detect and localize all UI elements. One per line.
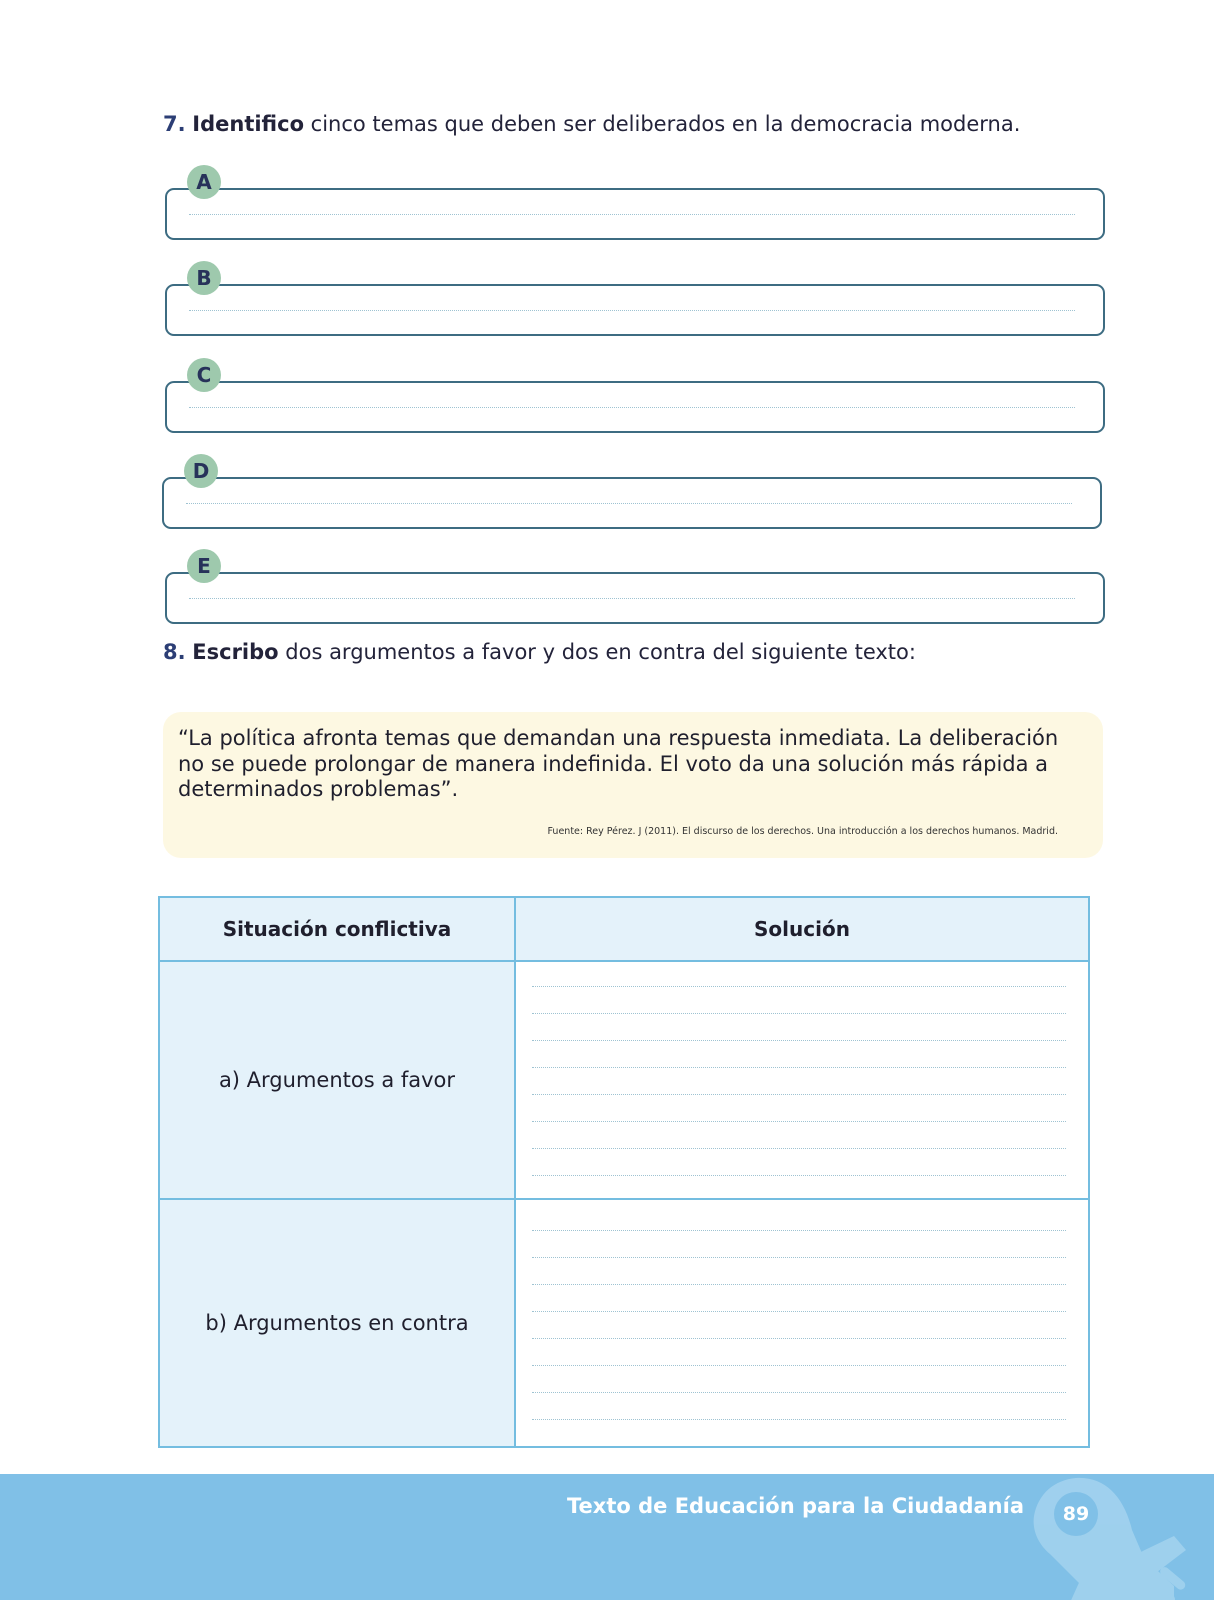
arguments-table (158, 896, 1090, 1448)
writing-line (532, 1392, 1066, 1393)
row-label-contra: b) Argumentos en contra (160, 1200, 514, 1446)
row-divider (160, 960, 1088, 962)
question-7 (163, 110, 1020, 138)
answer-box-a[interactable] (165, 188, 1105, 240)
quote-text: “La política afronta temas que demandan una respuesta inmediata. La deliberación no se puede prolongar de manera indefinida. El voto da una solución más rápida a determinados problemas”. (178, 726, 1059, 801)
answer-line (189, 407, 1075, 408)
question-verb: Escribo (192, 640, 279, 664)
writing-line (532, 1311, 1066, 1312)
answer-line (189, 214, 1075, 215)
row-divider (160, 1198, 1088, 1200)
answer-line (189, 598, 1075, 599)
question-text: cinco temas que deben ser deliberados en la democracia moderna. (304, 112, 1021, 136)
writing-line (532, 1148, 1066, 1149)
page-number: 89 (1062, 1503, 1090, 1525)
letter-badge-d: D (184, 454, 218, 488)
writing-line (532, 1013, 1066, 1014)
writing-line (532, 1257, 1066, 1258)
question-text: dos argumentos a favor y dos en contra del siguiente texto: (278, 640, 916, 664)
book-title: Texto de Educación para la Ciudadanía (567, 1494, 1024, 1518)
answer-box-d[interactable] (162, 477, 1102, 529)
question-number: 7. (163, 112, 186, 136)
question-8 (163, 638, 916, 666)
writing-line (532, 1365, 1066, 1366)
writing-line (532, 1230, 1066, 1231)
answer-box-b[interactable] (165, 284, 1105, 336)
letter-badge-e: E (187, 549, 221, 583)
answer-cell-favor[interactable] (516, 962, 1088, 1198)
column-divider (514, 898, 516, 1446)
header-situacion: Situación conflictiva (160, 898, 514, 960)
letter-badge-b: B (187, 261, 221, 295)
rocket-icon (1024, 1474, 1214, 1600)
writing-line (532, 1419, 1066, 1420)
writing-line (532, 1284, 1066, 1285)
answer-line (189, 310, 1075, 311)
row-label-favor: a) Argumentos a favor (160, 962, 514, 1198)
writing-line (532, 1175, 1066, 1176)
question-verb: Identifico (192, 112, 304, 136)
writing-line (532, 1040, 1066, 1041)
quote-box (163, 712, 1103, 858)
letter-badge-a: A (187, 165, 221, 199)
answer-box-e[interactable] (165, 572, 1105, 624)
answer-box-c[interactable] (165, 381, 1105, 433)
page-footer (0, 1474, 1214, 1600)
writing-line (532, 1094, 1066, 1095)
header-solucion: Solución (516, 898, 1088, 960)
writing-line (532, 1338, 1066, 1339)
quote-source: Fuente: Rey Pérez. J (2011). El discurso de los derechos. Una introducción a los derechos humanos. Madrid. (547, 826, 1058, 837)
answer-line (186, 503, 1072, 504)
question-number: 8. (163, 640, 186, 664)
letter-badge-c: C (187, 358, 221, 392)
writing-line (532, 986, 1066, 987)
writing-line (532, 1067, 1066, 1068)
writing-line (532, 1121, 1066, 1122)
answer-cell-contra[interactable] (516, 1200, 1088, 1446)
